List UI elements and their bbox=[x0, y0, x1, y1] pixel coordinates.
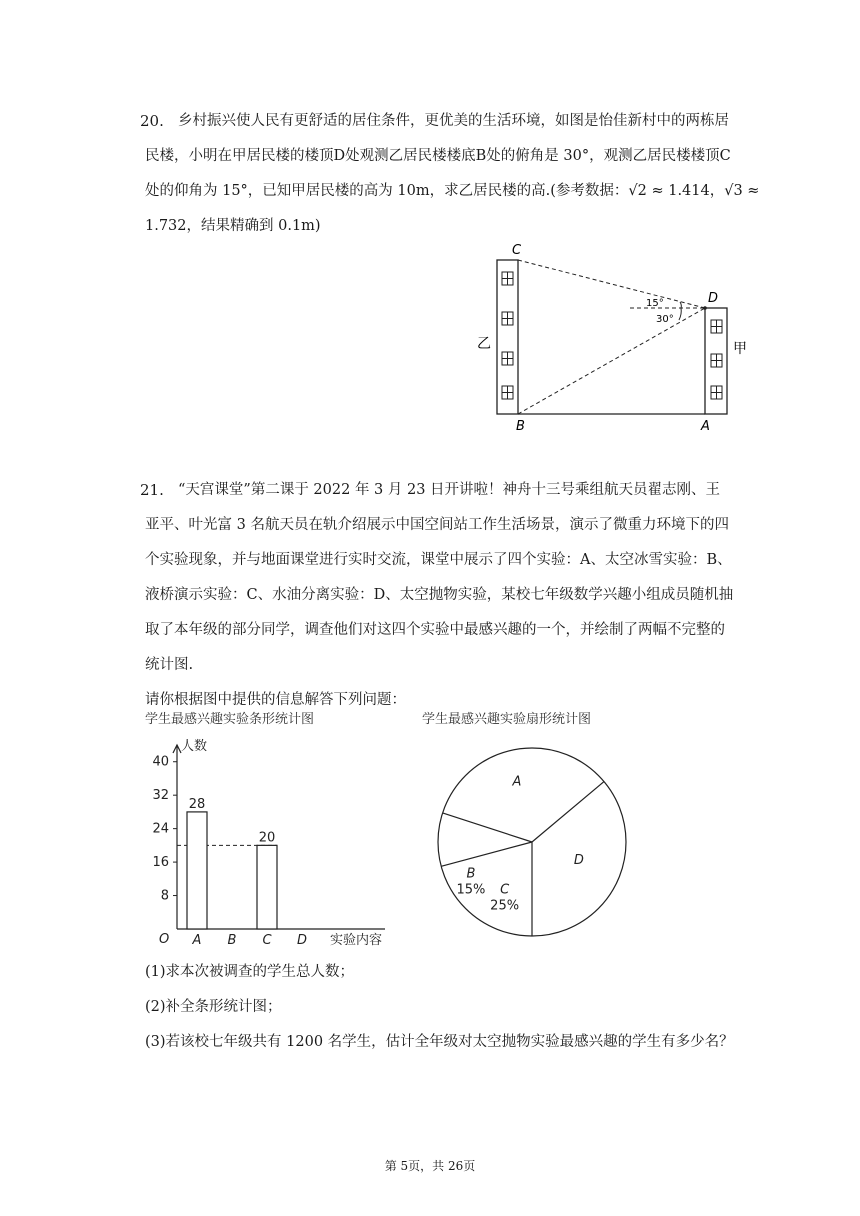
q21-line-1: “天宫课堂”第二课于 2022 年 3 月 23 日开讲啦！神舟十三号乘组航天员翟志刚、王 bbox=[178, 482, 721, 498]
bar-data-label-A: 28 bbox=[188, 796, 206, 812]
bar-category-label-A: A bbox=[192, 933, 202, 948]
buildings-figure bbox=[470, 240, 770, 440]
q21-prompt: 请你根据图中提供的信息解答下列问题： bbox=[145, 692, 406, 708]
label-b: B bbox=[516, 419, 525, 434]
q21-sub-3: (3)若该校七年级共有 1200 名学生，估计全年级对太空抛物实验最感兴趣的学生有多少名？ bbox=[145, 1034, 734, 1050]
question-20-text-cont bbox=[145, 139, 760, 244]
question-20-text bbox=[178, 104, 756, 139]
pie-chart-title: 学生最感兴趣实验扇形统计图 bbox=[422, 712, 592, 727]
building-yi-windows bbox=[502, 272, 513, 399]
q20-line-3: 处的仰角为 15°，已知甲居民楼的高为 10m，求乙居民楼的高.(参考数据：√2 ≈ 1.414，√3 ≈ bbox=[145, 183, 760, 199]
bar-C bbox=[257, 845, 277, 929]
angle-30-arc bbox=[679, 308, 681, 320]
q20-line-4: 1.732，结果精确到 0.1m) bbox=[145, 218, 321, 234]
question-21-number: 21. bbox=[140, 481, 164, 499]
q20-line-1: 乡村振兴使人民有更舒适的居住条件，更优美的生活环境，如图是怡佳新村中的两栋居 bbox=[178, 113, 729, 129]
label-angle-30: 30° bbox=[656, 314, 674, 325]
pie-chart bbox=[420, 705, 660, 955]
question-20-number: 20. bbox=[140, 112, 164, 130]
q21-line-5: 取了本年级的部分同学，调查他们对这四个实验中最感兴趣的一个，并绘制了两幅不完整的 bbox=[145, 622, 725, 638]
pie-label-A: A bbox=[512, 774, 522, 790]
pie-label-B: B bbox=[466, 866, 476, 882]
label-c: C bbox=[512, 243, 522, 258]
bar-y-tick-label: 16 bbox=[152, 855, 169, 871]
bar-chart-title: 学生最感兴趣实验条形统计图 bbox=[145, 712, 315, 727]
question-21-subquestions bbox=[145, 955, 785, 1060]
bar-y-label: 人数 bbox=[181, 739, 208, 754]
page-footer: 第 5页，共 26页 bbox=[384, 1159, 476, 1173]
label-building-jia: 甲 bbox=[733, 341, 747, 357]
sight-line-dc bbox=[518, 260, 705, 308]
label-building-yi: 乙 bbox=[477, 336, 491, 352]
label-angle-15: 15° bbox=[646, 298, 664, 309]
bar-category-label-C: C bbox=[262, 933, 272, 948]
bar-chart bbox=[140, 705, 420, 955]
bar-y-tick-label: 24 bbox=[152, 821, 169, 837]
q21-line-4: 液桥演示实验：C、水油分离实验：D、太空抛物实验，某校七年级数学兴趣小组成员随机抽 bbox=[145, 587, 734, 603]
q21-line-3: 个实验现象，并与地面课堂进行实时交流，课堂中展示了四个实验：A、太空冰雪实验：B、 bbox=[145, 552, 732, 568]
bar-y-tick-label: 32 bbox=[152, 788, 169, 804]
q21-sub-2: (2)补全条形统计图； bbox=[145, 999, 282, 1015]
pie-percent-C: 25% bbox=[490, 898, 520, 914]
bar-category-label-D: D bbox=[296, 933, 308, 948]
pie-label-C: C bbox=[500, 882, 510, 898]
bar-data-label-C: 20 bbox=[258, 830, 276, 846]
q21-sub-1: (1)求本次被调查的学生总人数； bbox=[145, 964, 355, 980]
label-d: D bbox=[708, 291, 719, 306]
bar-y-tick-label: 8 bbox=[160, 888, 169, 904]
label-a: A bbox=[701, 419, 710, 434]
bar-origin-label: O bbox=[159, 932, 170, 947]
q20-line-2: 民楼，小明在甲居民楼的楼顶D处观测乙居民楼楼底B处的俯角是 30°，观测乙居民楼楼顶C bbox=[145, 148, 731, 164]
pie-label-D: D bbox=[573, 852, 584, 868]
bar-y-tick-label: 40 bbox=[152, 754, 169, 770]
question-21-text-cont bbox=[145, 508, 755, 718]
pie-percent-B: 15% bbox=[456, 882, 486, 898]
bar-category-label-B: B bbox=[227, 933, 237, 948]
angle-15-arc bbox=[680, 302, 681, 308]
bar-x-label: 实验内容 bbox=[330, 933, 383, 948]
building-jia-windows bbox=[711, 320, 722, 399]
sight-line-db bbox=[518, 308, 705, 414]
bar-A bbox=[187, 812, 207, 929]
question-21-text bbox=[178, 473, 756, 508]
q21-line-2: 亚平、叶光富 3 名航天员在轨介绍展示中国空间站工作生活场景，演示了微重力环境下的四 bbox=[145, 517, 729, 533]
q21-line-6: 统计图. bbox=[145, 657, 194, 673]
